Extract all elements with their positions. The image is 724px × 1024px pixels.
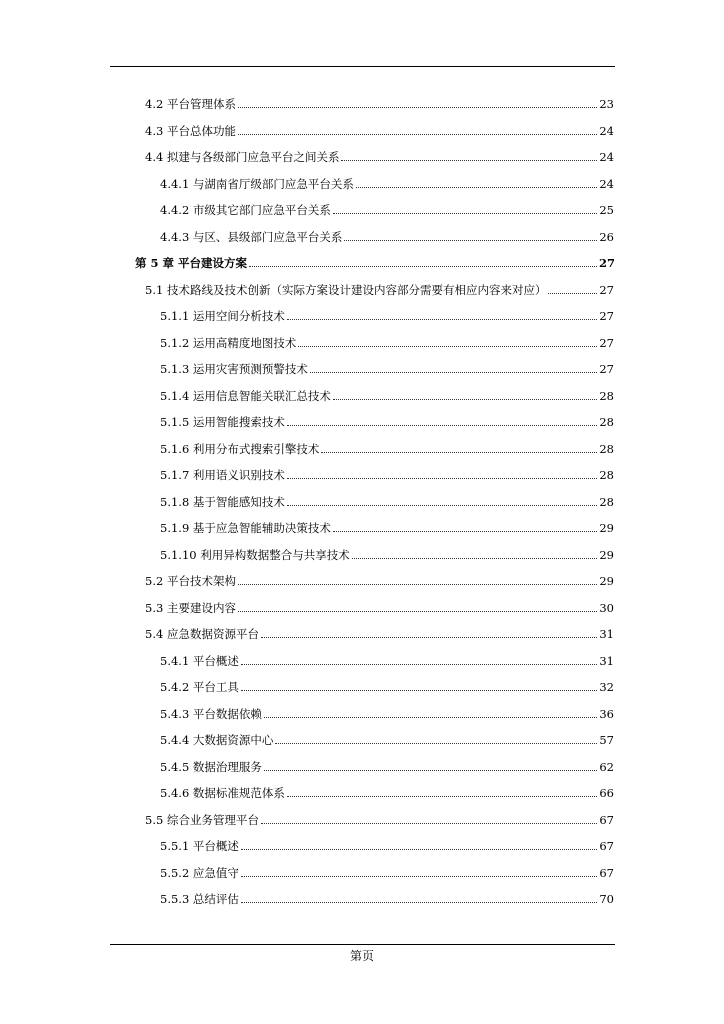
toc-entry-title: 5.1.1 运用空间分析技术 (160, 309, 285, 323)
toc-entry-page-number: 31 (599, 653, 614, 668)
toc-entry-page-number: 70 (599, 892, 614, 906)
toc-entry[interactable] (160, 175, 614, 191)
toc-entry-title: 5.4.5 数据治理服务 (160, 759, 262, 774)
toc-entry[interactable] (160, 731, 614, 747)
toc-entry[interactable] (160, 466, 614, 482)
toc-dot-leader (310, 372, 597, 373)
toc-entry[interactable] (145, 122, 614, 138)
toc-entry[interactable] (160, 440, 614, 456)
toc-entry-title: 5.4.3 平台数据依赖 (160, 706, 262, 721)
toc-dot-leader (333, 213, 597, 214)
toc-entry-title: 5.1.7 利用语义识别技术 (160, 468, 285, 482)
toc-entry-title: 4.4.1 与湖南省厅级部门应急平台关系 (160, 176, 354, 191)
toc-entry[interactable] (160, 652, 614, 668)
toc-entry[interactable] (160, 307, 614, 323)
toc-entry-title: 5.4.4 大数据资源中心 (160, 733, 274, 747)
toc-entry[interactable] (160, 360, 614, 376)
toc-entry-title: 4.4 拟建与各级部门应急平台之间关系 (145, 150, 340, 164)
toc-entry[interactable] (160, 387, 614, 403)
toc-entry-page-number: 30 (599, 600, 614, 615)
toc-dot-leader (341, 160, 597, 161)
toc-entry-page-number: 27 (599, 282, 614, 297)
toc-entry-title: 第 5 章 平台建设方案 (135, 256, 248, 270)
toc-entry-page-number: 28 (599, 468, 614, 482)
toc-entry-page-number: 23 (599, 97, 614, 111)
toc-entry-page-number: 66 (599, 786, 614, 800)
toc-entry-title: 5.1.5 运用智能搜索技术 (160, 415, 285, 429)
toc-dot-leader (238, 107, 597, 108)
toc-dot-leader (333, 399, 597, 400)
toc-dot-leader (344, 240, 597, 241)
toc-entry-page-number: 32 (599, 680, 614, 694)
toc-dot-leader (241, 876, 597, 877)
toc-entry-page-number: 62 (599, 759, 614, 774)
toc-entry[interactable] (160, 201, 614, 217)
toc-entry-page-number: 67 (599, 839, 614, 853)
toc-entry[interactable] (160, 837, 614, 853)
toc-entry-title: 5.1 技术路线及技术创新（实际方案设计建设内容部分需要有相应内容来对应） (145, 282, 547, 297)
page-footer-label: 第页 (349, 949, 374, 963)
toc-entry[interactable] (145, 599, 614, 615)
toc-entry-title: 5.4.6 数据标准规范体系 (160, 786, 285, 800)
toc-entry-title: 5.1.3 运用灾害预测预警技术 (160, 362, 308, 376)
toc-entry-title: 5.4.2 平台工具 (160, 680, 239, 694)
toc-entry-page-number: 24 (599, 150, 614, 164)
toc-entry-title: 5.4.1 平台概述 (160, 653, 239, 668)
toc-dot-leader (275, 743, 597, 744)
toc-entry[interactable] (160, 890, 614, 906)
toc-entry[interactable] (160, 864, 614, 880)
toc-entry-page-number: 36 (599, 706, 614, 721)
toc-entry-title: 5.1.8 基于智能感知技术 (160, 494, 285, 509)
toc-entry[interactable] (160, 784, 614, 800)
toc-entry[interactable] (160, 334, 614, 350)
toc-dot-leader (548, 293, 597, 294)
toc-dot-leader (287, 505, 597, 506)
toc-entry-page-number: 57 (599, 733, 614, 747)
toc-entry[interactable] (160, 519, 614, 535)
toc-entry[interactable] (160, 228, 614, 244)
toc-dot-leader (287, 425, 597, 426)
toc-dot-leader (241, 849, 597, 850)
toc-entry-title: 5.1.9 基于应急智能辅助决策技术 (160, 521, 331, 535)
toc-entry-page-number: 28 (599, 441, 614, 456)
toc-dot-leader (264, 717, 597, 718)
toc-entry-title: 4.4.3 与区、县级部门应急平台关系 (160, 229, 343, 244)
toc-entry[interactable] (145, 148, 614, 164)
toc-entry[interactable] (160, 413, 614, 429)
toc-entry[interactable] (145, 572, 614, 588)
toc-entry-page-number: 28 (599, 494, 614, 509)
toc-entry-title: 5.1.4 运用信息智能关联汇总技术 (160, 388, 331, 403)
toc-dot-leader (333, 531, 597, 532)
toc-dot-leader (241, 664, 597, 665)
toc-dot-leader (287, 478, 597, 479)
toc-entry-page-number: 28 (599, 388, 614, 403)
toc-entry-title: 5.1.2 运用高精度地图技术 (160, 335, 297, 350)
header-rule (110, 66, 615, 67)
toc-entry[interactable] (160, 678, 614, 694)
toc-entry[interactable] (160, 546, 614, 562)
toc-entry-title: 5.2 平台技术架构 (145, 574, 236, 588)
toc-entry[interactable] (160, 758, 614, 774)
toc-entry-page-number: 31 (599, 627, 614, 641)
toc-dot-leader (261, 823, 597, 824)
toc-dot-leader (287, 319, 597, 320)
toc-entry-title: 5.5.1 平台概述 (160, 839, 239, 853)
toc-dot-leader (321, 452, 597, 453)
toc-dot-leader (249, 266, 597, 267)
toc-entry[interactable] (145, 281, 614, 297)
toc-entry-page-number: 24 (599, 176, 614, 191)
toc-dot-leader (287, 796, 597, 797)
toc-dot-leader (356, 187, 597, 188)
toc-entry[interactable] (145, 95, 614, 111)
toc-dot-leader (264, 770, 597, 771)
toc-entry-title: 5.4 应急数据资源平台 (145, 627, 259, 641)
toc-entry-page-number: 27 (599, 309, 614, 323)
toc-entry-title: 4.4.2 市级其它部门应急平台关系 (160, 203, 331, 217)
toc-entry[interactable] (160, 493, 614, 509)
toc-entry[interactable] (160, 705, 614, 721)
toc-dot-leader (352, 558, 597, 559)
toc-entry-page-number: 29 (599, 547, 614, 562)
toc-entry-title: 4.3 平台总体功能 (145, 123, 236, 138)
toc-entry-title: 5.5.3 总结评估 (160, 892, 239, 906)
toc-entry-page-number: 26 (599, 229, 614, 244)
toc-entry-page-number: 27 (599, 335, 614, 350)
toc-entry-title: 5.3 主要建设内容 (145, 600, 236, 615)
toc-dot-leader (238, 611, 597, 612)
toc-entry-page-number: 28 (599, 415, 614, 429)
toc-entry-page-number: 27 (599, 362, 614, 376)
toc-dot-leader (298, 346, 597, 347)
toc-dot-leader (241, 902, 597, 903)
toc-entry-page-number: 29 (599, 574, 614, 588)
toc-dot-leader (261, 637, 597, 638)
toc-entry-page-number: 29 (599, 521, 614, 535)
toc-entry-page-number: 24 (599, 123, 614, 138)
toc-chapter-entry[interactable] (135, 254, 614, 270)
toc-entry-title: 5.1.6 利用分布式搜索引擎技术 (160, 441, 320, 456)
toc-entry-title: 5.1.10 利用异构数据整合与共享技术 (160, 547, 350, 562)
toc-dot-leader (241, 690, 597, 691)
toc-entry-page-number: 27 (599, 256, 616, 270)
footer-rule (110, 944, 615, 945)
toc-entry[interactable] (145, 625, 614, 641)
toc-dot-leader (238, 134, 597, 135)
toc-entry-title: 5.5.2 应急值守 (160, 865, 239, 880)
toc-entry-page-number: 67 (599, 865, 614, 880)
toc-entry-page-number: 25 (599, 203, 614, 217)
toc-entry-page-number: 67 (599, 812, 614, 827)
toc-entry-title: 5.5 综合业务管理平台 (145, 812, 259, 827)
toc-dot-leader (238, 584, 597, 585)
toc-entry-title: 4.2 平台管理体系 (145, 97, 236, 111)
toc-entry[interactable] (145, 811, 614, 827)
